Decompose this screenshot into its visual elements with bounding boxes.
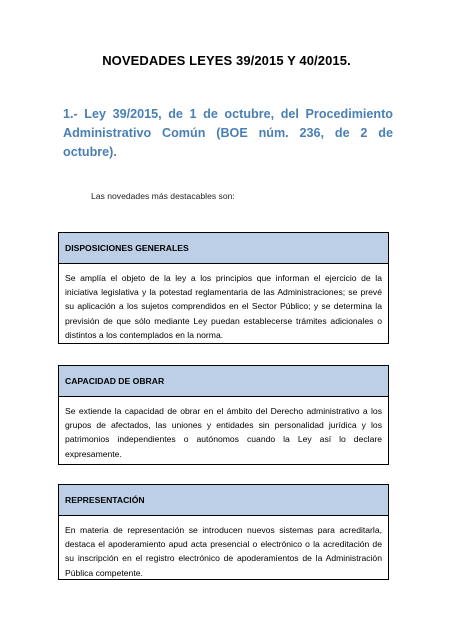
box-heading: REPRESENTACIÓN xyxy=(59,485,388,516)
document-title: NOVEDADES LEYES 39/2015 Y 40/2015. xyxy=(102,53,351,68)
box-disposiciones-generales xyxy=(58,232,389,344)
box-body: Se amplía el objeto de la ley a los principios que informan el ejercicio de la iniciativa legislativa y la potestad reglamentaria de las Administraciones; se prevé su aplicación a los sujetos comprendidos en el Sector Público; y se determina la previsión de que sólo mediante Ley puedan establecerse trámites adicionales o distintos a los contemplados en la norma. xyxy=(65,273,382,340)
box-body: En materia de representación se introducen nuevos sistemas para acreditarla, destaca el apoderamiento apud acta presencial o electrónico o la acreditación de su inscripción en el registro electrónico de apoderamientos de la Administración Pública competente. xyxy=(65,525,382,578)
box-capacidad-de-obrar xyxy=(58,365,389,465)
box-representacion xyxy=(58,484,389,580)
box-heading: CAPACIDAD DE OBRAR xyxy=(59,366,388,397)
box-heading: DISPOSICIONES GENERALES xyxy=(59,233,388,264)
section-heading: 1.- Ley 39/2015, de 1 de octubre, del Procedimiento Administrativo Común (BOE núm. 236, de 2 de octubre). xyxy=(63,107,393,159)
intro-text: Las novedades más destacables son: xyxy=(91,191,235,201)
box-body: Se extiende la capacidad de obrar en el ámbito del Derecho administrativo a los grupos de afectados, las uniones y entidades sin personalidad jurídica y los patrimonios independientes o autónomos cuando la Ley así lo declare expresamente. xyxy=(65,406,382,459)
